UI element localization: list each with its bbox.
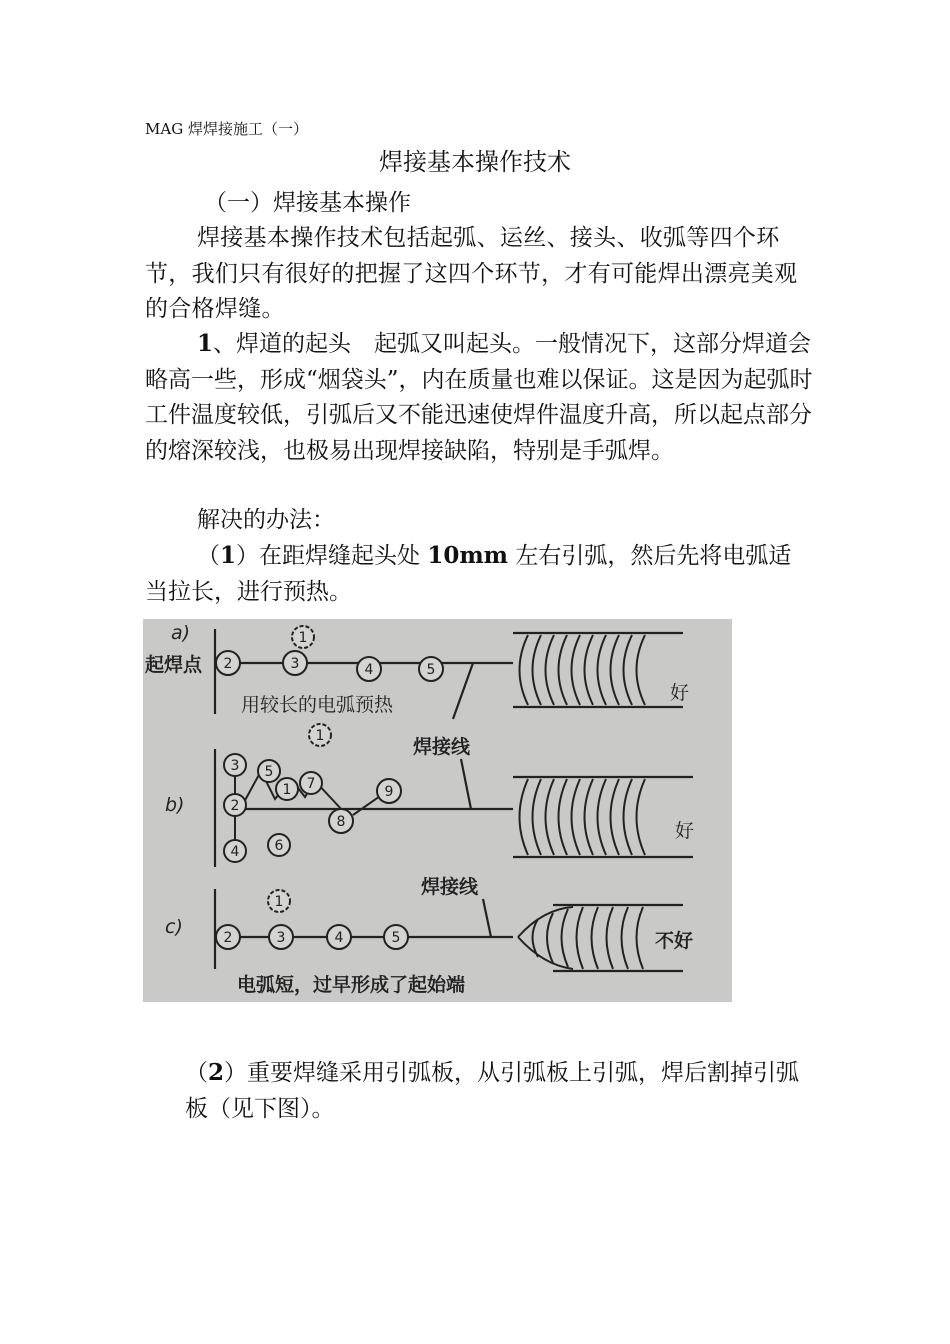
circle-7-b: 7 bbox=[306, 776, 316, 792]
preheat-label: 用较长的电弧预热 bbox=[241, 694, 394, 716]
good-label-b: 好 bbox=[675, 820, 695, 842]
circle-6-b: 6 bbox=[274, 838, 284, 854]
arc-start-figure bbox=[143, 619, 732, 1002]
paren-open: （ bbox=[197, 543, 220, 569]
solution-2-text: ）重要焊缝采用引弧板，从引弧板上引弧，焊后割掉引弧板（见下图）。 bbox=[185, 1060, 800, 1122]
circle-1-a: 1 bbox=[298, 630, 308, 646]
circle-3-b: 3 bbox=[230, 758, 240, 774]
distance-value: 10mm bbox=[427, 542, 509, 569]
label-c: c) bbox=[165, 916, 183, 938]
weld-line-label-b: 焊接线 bbox=[413, 736, 471, 758]
solution-text-2: 左右引弧，然后先将电弧适当拉长，进行预热。 bbox=[145, 543, 792, 605]
circle-4-c: 4 bbox=[334, 930, 344, 946]
start-point-label: 起焊点 bbox=[145, 654, 203, 676]
circle-1-b: 1 bbox=[282, 782, 292, 798]
short-arc-label: 电弧短，过早形成了起始端 bbox=[237, 974, 466, 996]
arc-start-text: 、焊道的起头 起弧又叫起头。一般情况下，这部分焊道会略高一些，形成“烟袋头”，内在质量也难以保证。这是因为起弧时工件温度较低，引弧后又不能迅速使焊件温度升高，所以起点部分的熔深较浅，也极易出现焊接缺陷，特别是手弧焊。 bbox=[145, 331, 813, 464]
solution-number: 1 bbox=[220, 542, 237, 569]
circle-1-mid: 1 bbox=[315, 728, 325, 744]
circle-8-b: 8 bbox=[336, 814, 346, 830]
circle-5-b: 5 bbox=[264, 764, 274, 780]
arc-start-diagram bbox=[143, 619, 732, 1002]
circle-9-b: 9 bbox=[384, 784, 394, 800]
section-heading: （一）焊接基本操作 bbox=[204, 190, 411, 216]
not-good-label: 不好 bbox=[655, 930, 694, 952]
document-header: MAG 焊焊接施工（一） bbox=[145, 120, 308, 138]
circle-4-a: 4 bbox=[364, 662, 374, 678]
circle-5-c: 5 bbox=[391, 930, 401, 946]
circle-2-b: 2 bbox=[230, 798, 240, 814]
circle-4-b: 4 bbox=[230, 844, 240, 860]
solution-heading: 解决的办法： bbox=[197, 507, 335, 533]
solution-1-paragraph bbox=[145, 538, 813, 610]
solution-2-paragraph bbox=[185, 1055, 813, 1127]
solution-text-1: ）在距焊缝起头处 bbox=[236, 543, 428, 569]
circle-2-a: 2 bbox=[223, 656, 233, 672]
solution-number-2: 2 bbox=[208, 1059, 225, 1086]
circle-3-c: 3 bbox=[276, 930, 286, 946]
circle-5-a: 5 bbox=[426, 662, 436, 678]
weld-line-label-c: 焊接线 bbox=[421, 876, 479, 898]
circle-2-c: 2 bbox=[223, 930, 233, 946]
circle-1-c: 1 bbox=[274, 894, 284, 910]
label-a: a) bbox=[171, 622, 191, 644]
circle-3-a: 3 bbox=[290, 656, 300, 672]
arc-start-paragraph bbox=[145, 326, 813, 469]
intro-paragraph: 焊接基本操作技术包括起弧、运丝、接头、收弧等四个环节，我们只有很好的把握了这四个环节，才有可能焊出漂亮美观的合格焊缝。 bbox=[145, 225, 798, 322]
good-label-a: 好 bbox=[670, 682, 690, 704]
page-title: 焊接基本操作技术 bbox=[379, 148, 571, 176]
item-number: 1 bbox=[197, 330, 214, 357]
label-b: b) bbox=[165, 794, 185, 816]
paren-open-2: （ bbox=[185, 1060, 208, 1086]
